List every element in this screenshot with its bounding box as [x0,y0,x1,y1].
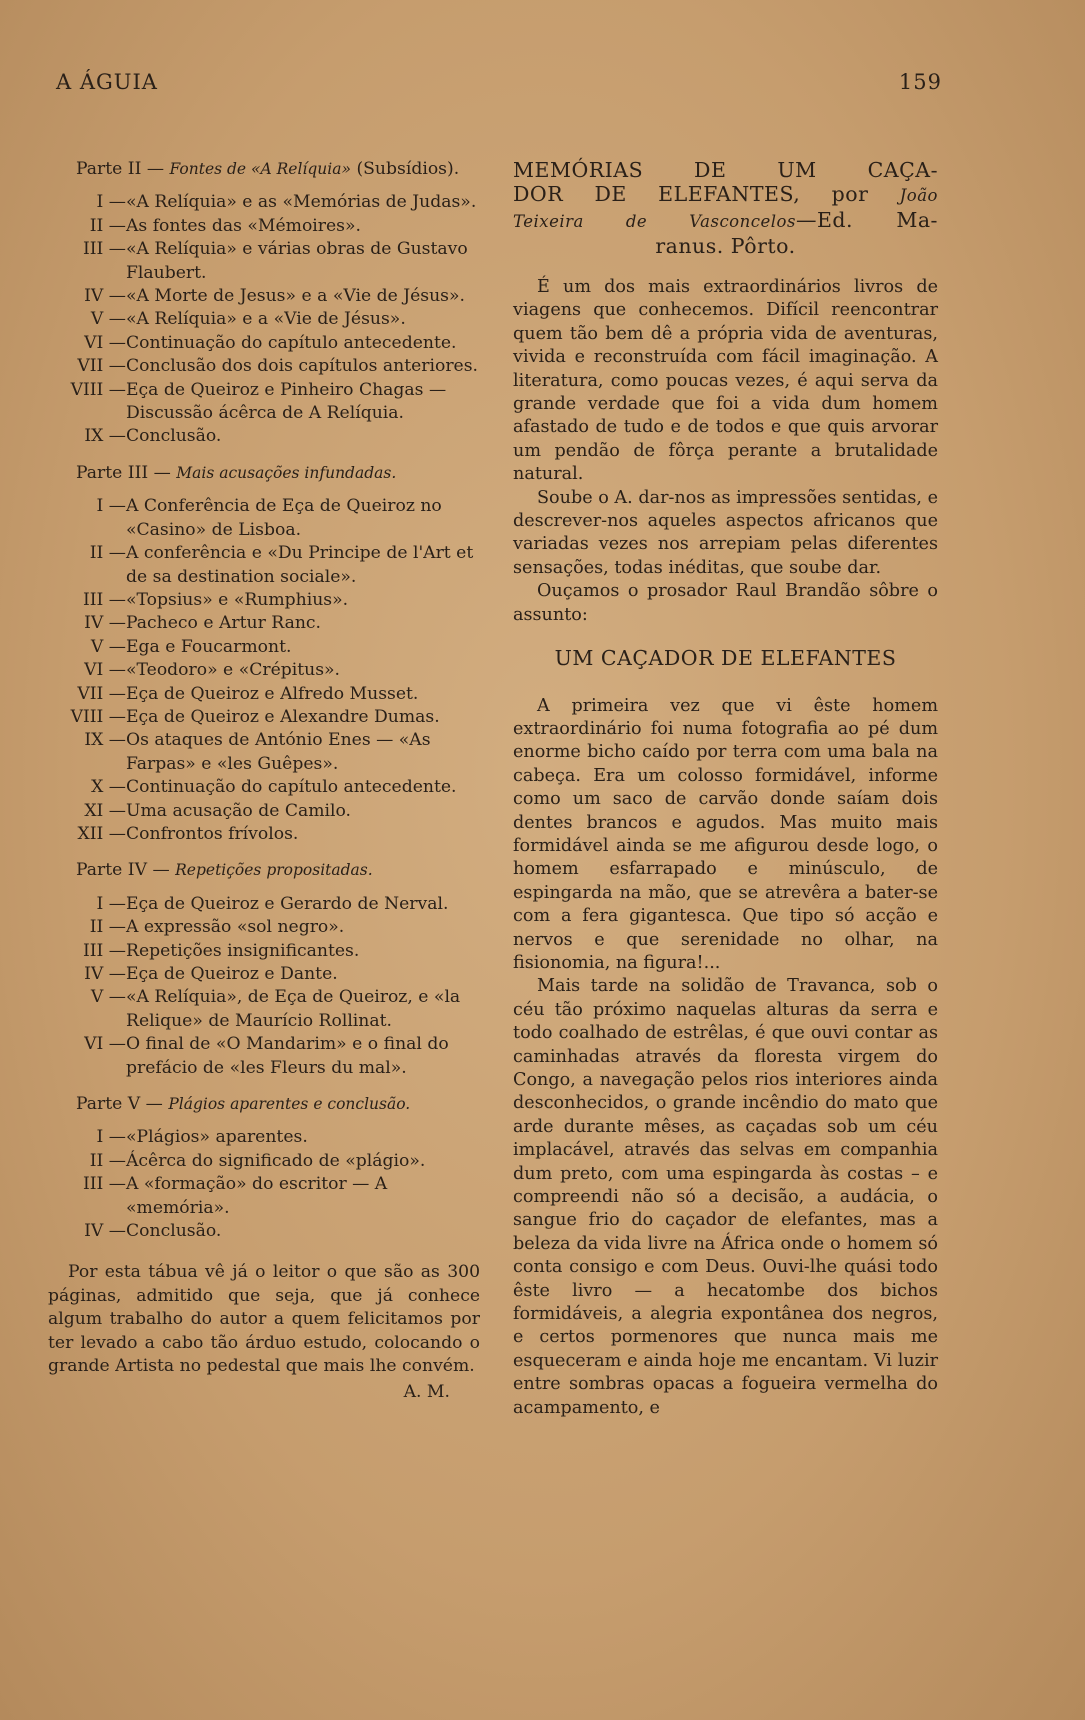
toc-entry [48,1173,480,1220]
toc-entry [48,542,480,589]
page-header [56,70,942,100]
toc-entry [48,986,480,1033]
toc-entry [48,893,480,916]
toc-entry [48,355,480,378]
toc-entry [48,308,480,331]
toc-entry [48,379,480,426]
toc-entry-number: VII — [77,356,126,377]
toc-entry-text: Repetições insignificantes. [126,940,360,961]
review-paragraph: É um dos mais extraordinários livros de viagens que conhecemos. Difícil reencontrar quem tão bem dê a própria vida de aventuras, vivida e reconstruída com fácil imaginação. A literatura, como poucas vezes, é aqui serva da grande verdade que foi a vida dum homem afastado de tudo e de todos e que quis arvorar um pendão de fôrça perante a brutalidade natural. [513,277,938,485]
review-heading [513,158,938,258]
toc-entry [48,1126,480,1149]
toc-entry-text: Eça de Queiroz e Gerardo de Nerval. [126,893,449,914]
toc-entry-number: III — [82,1174,126,1195]
toc-entry-text: Pacheco e Artur Ranc. [126,613,322,634]
toc-entry [48,706,480,729]
toc-entry [48,1033,480,1080]
toc-entry-number: III — [82,589,126,610]
toc-entry-text: Conclusão dos dois capítulos anteriores. [126,356,479,377]
toc-entry-text: Eça de Queiroz e Alfredo Musset. [126,683,419,704]
review-heading-line: ranus. Pôrto. [655,234,796,258]
part-title: Parte II — Fontes de «A Relíquia» (Subsídios). [76,159,460,179]
review-heading-line: MEMÓRIAS DE UM CAÇA- [513,158,938,182]
toc-entry-text: «A Relíquia» e a «Vie de Jésus». [126,309,406,330]
toc-entry-number: IX — [84,730,126,751]
left-column [48,158,480,1404]
toc-entry-text: Eça de Queiroz e Dante. [126,964,338,984]
toc-entry-text: As fontes das «Mémoires». [126,215,361,236]
toc-entry-text: O final de «O Mandarim» e o final do prefácio de «les Fleurs du mal». [126,1034,449,1078]
toc-entry-number: VI — [84,1034,126,1055]
right-column [513,158,938,1420]
toc-entry-text: «A Relíquia» e várias obras de Gustavo Flaubert. [126,239,468,283]
toc-entry-number: IV — [84,613,126,634]
toc-entry [48,612,480,635]
toc-entry-text: «A Morte de Jesus» e a «Vie de Jésus». [126,286,465,307]
author-name: João [899,186,938,205]
toc-entry [48,776,480,799]
toc-entry-text: Confrontos frívolos. [126,823,299,844]
quote-paragraph: Mais tarde na solidão de Travanca, sob o céu tão próximo naquelas alturas da serra e todo coalhado de estrêlas, é que ouvi contar as caminhadas através da floresta virgem do Congo, a navegação pelos rios interiores ainda desconhecidos, o grande incêndio do mato que arde durante mêses, as caçadas sob um céu implacável, através das selvas em companhia dum preto, com uma espingarda às costas – e compreendi não só a decisão, a audácia, o sangue frio do caçador de elefantes, mas a beleza da vida livre na África onde o homem só conta consigo e com Deus. Ouvi-lhe quási todo êste livro — a hecatombe dos bichos formidáveis, a alegria expontânea dos negros, e certos pormenores que nunca mais me esqueceram e ainda hoje me encantam. Vi luzir entre sombras opacas a fogueira vermelha do acampamento, e [513,976,938,1418]
toc-entry-text: Conclusão. [126,426,222,447]
toc-entry [48,659,480,682]
toc-entry-number: V — [90,987,126,1008]
toc-entry-number: III — [82,239,126,260]
toc-entry-number: IV — [84,964,126,984]
author-name: Teixeira de Vasconcelos [513,212,796,231]
toc-entry-text: Os ataques de António Enes — «As Farpas» e «les Guêpes». [126,730,431,774]
toc-entry-text: A conferência e «Du Principe de l'Art et de sa destination sociale». [126,543,474,587]
toc-entry-text: A Conferência de Eça de Queiroz no «Casino» de Lisboa. [126,496,442,540]
toc-entry-number: I — [96,1127,126,1148]
toc-entry-text: «A Relíquia», de Eça de Queiroz, e «la Relique» de Maurício Rollinat. [126,987,461,1031]
toc-entry [48,636,480,659]
toc-entry-number: I — [96,192,126,213]
toc-entry [48,916,480,939]
toc-entry-number: X — [91,777,126,798]
table-of-contents [48,158,480,1243]
toc-entry-text: Eça de Queiroz e Pinheiro Chagas — Discussão ácêrca de A Relíquia. [126,379,447,424]
toc-entry-number: IV — [84,1221,126,1242]
toc-entry-number: I — [96,893,126,914]
review-paragraph: Soube o A. dar-nos as impressões sentidas, e descrever-nos aqueles aspectos africanos que variadas vezes nos arrepiam pelas diferentes sensações, todas inéditas, que soube dar. [513,487,939,578]
toc-entry-number: V — [90,309,126,330]
review-heading-line: Teixeira de Vasconcelos—Ed. Ma- [513,208,938,232]
toc-entry-number: VIII — [70,706,126,727]
signature: A. M. [403,1381,450,1402]
toc-entry [48,823,480,846]
review-heading-line: DOR DE ELEFANTES, por João [513,182,938,206]
toc-entry-text: «Plágios» aparentes. [126,1127,308,1148]
toc-entry [48,285,480,308]
part-title: Parte V — Plágios aparentes e conclusão. [76,1094,411,1115]
toc-entry-number: II — [89,215,126,236]
toc-entry-text: «A Relíquia» e as «Memórias de Judas». [126,192,477,213]
toc-entry [48,332,480,355]
toc-entry-text: A expressão «sol negro». [126,917,345,938]
toc-entry [48,1150,480,1173]
toc-entry-number: II — [89,917,126,938]
toc-entry-text: Eça de Queiroz e Alexandre Dumas. [126,706,440,727]
toc-entry [48,238,480,285]
toc-entry [48,1220,480,1243]
page-number: 159 [898,70,942,94]
toc-entry-number: II — [89,543,126,564]
toc-entry [48,800,480,823]
toc-entry-number: XII — [77,823,126,844]
toc-entry-number: IX — [84,426,126,447]
closing-paragraph: Por esta tábua vê já o leitor o que são as 300 páginas, admitido que seja, que já conhece algum trabalho do autor a quem felicitamos por ter levado a cabo tão árduo estudo, colocando o grande Artista no pedestal que mais lhe convém. [48,1262,480,1377]
toc-entry-text: Ácêrca do significado de «plágio». [126,1150,426,1171]
quote-subheading: UM CAÇADOR DE ELEFANTES [554,646,897,671]
toc-entry [48,589,480,612]
toc-entry [48,495,480,542]
part-title: Parte IV — Repetições propositadas. [76,860,373,881]
toc-entry-text: A «formação» do escritor — A «memória». [126,1174,388,1218]
toc-entry [48,683,480,706]
toc-entry-number: VII — [77,683,126,704]
toc-entry-number: II — [89,1150,126,1171]
toc-entry [48,215,480,238]
toc-entry-number: XI — [84,800,126,821]
part-title: Parte III — Mais acusações infundadas. [76,462,397,483]
toc-entry [48,425,480,448]
toc-entry [48,940,480,963]
toc-entry [48,963,480,986]
toc-entry-number: I — [96,496,126,517]
toc-entry-text: «Topsius» e «Rumphius». [126,589,349,610]
toc-entry-text: Conclusão. [126,1221,222,1242]
toc-entry-number: IV — [84,286,126,307]
toc-entry-number: VI — [84,332,126,353]
toc-entry-text: Continuação do capítulo antecedente. [126,332,457,353]
review-paragraph: Ouçamos o prosador Raul Brandão sôbre o assunto: [513,581,938,625]
toc-entry-number: VIII — [70,379,126,400]
toc-entry-text: Ega e Foucarmont. [126,636,292,657]
toc-entry [48,191,480,214]
toc-entry-text: Uma acusação de Camilo. [126,800,352,821]
toc-entry-text: «Teodoro» e «Crépitus». [126,660,341,681]
toc-entry-number: III — [82,940,126,961]
toc-entry-text: Continuação do capítulo antecedente. [126,777,457,798]
quote-paragraph: A primeira vez que vi êste homem extraordinário foi numa fotografia ao pé dum enorme bicho caído por terra com uma bala na cabeça. Era um colosso formidável, informe como um saco de carvão donde saíam dois dentes brancos e agudos. Mas muito mais formidável ainda se me afigurou desde logo, o homem esfarrapado e minúsculo, de espingarda na mão, que se atrevêra a bater-se com a fera gigantesca. Que tipo só acção e nervos e que serenidade no olhar, na fisionomia, na figura!... [513,695,938,973]
toc-entry-number: VI — [84,660,126,681]
toc-entry-number: V — [90,636,126,657]
toc-entry [48,729,480,776]
running-title: A ÁGUIA [56,70,158,94]
